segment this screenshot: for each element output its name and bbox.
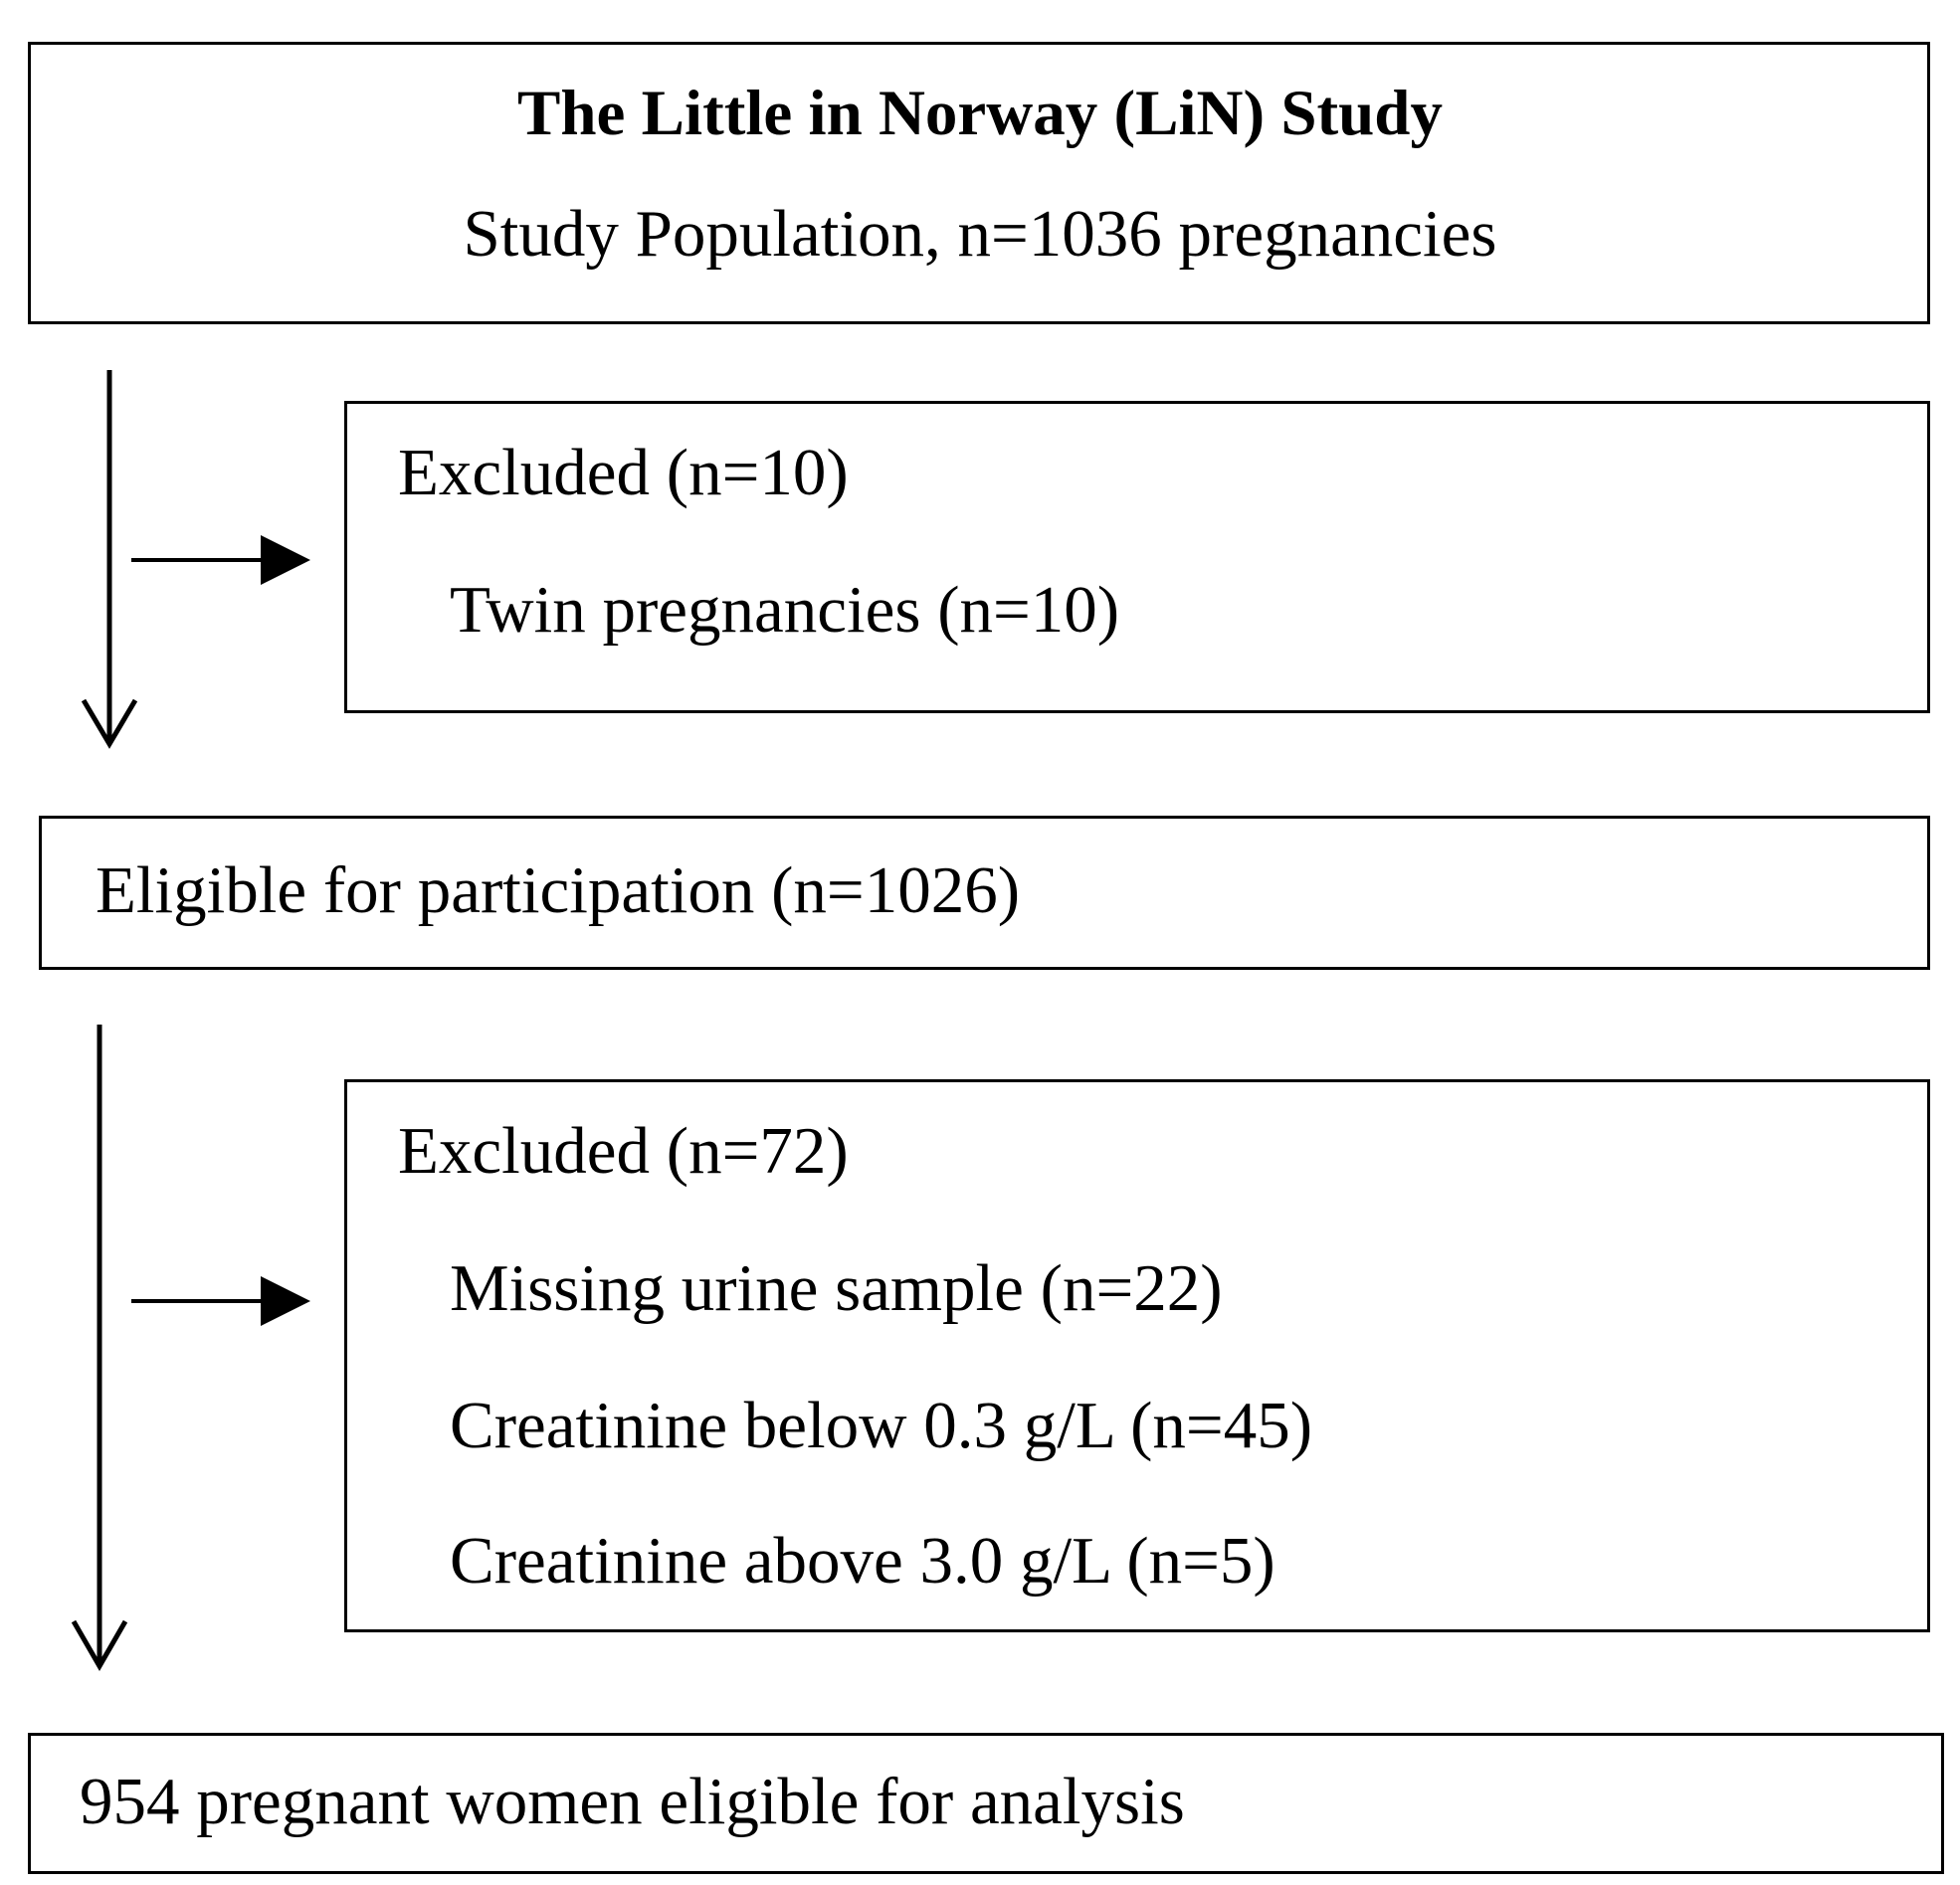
study-title: The Little in Norway (LiN) Study — [517, 78, 1443, 149]
exclusion-2-header: Excluded (n=72) — [398, 1114, 849, 1188]
eligible-label: Eligible for participation (n=1026) — [96, 853, 1021, 927]
exclusion-2-item-creatinine-above: Creatinine above 3.0 g/L (n=5) — [450, 1524, 1275, 1598]
exclusion-2-item-missing-urine: Missing urine sample (n=22) — [450, 1251, 1223, 1325]
exclusion-1-header: Excluded (n=10) — [398, 436, 849, 509]
right-arrow-1-head — [261, 535, 310, 585]
exclusion-2-item-creatinine-below: Creatinine below 0.3 g/L (n=45) — [450, 1389, 1313, 1462]
exclusion-1-item: Twin pregnancies (n=10) — [450, 573, 1120, 647]
final-analysis-label: 954 pregnant women eligible for analysis — [80, 1765, 1185, 1838]
right-arrow-2-head — [261, 1276, 310, 1326]
study-population-label: Study Population, n=1036 pregnancies — [463, 197, 1497, 271]
